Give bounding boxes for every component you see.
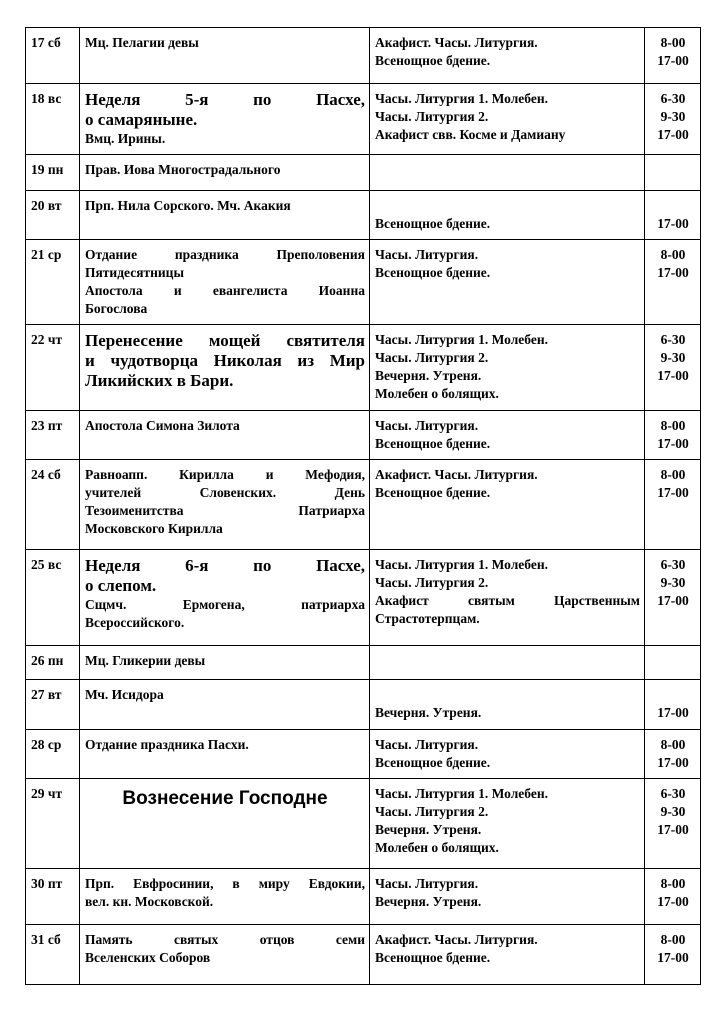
table-row bbox=[26, 84, 701, 155]
feast-line: Неделя 5-я по Пасхе, bbox=[85, 90, 365, 109]
service-line: Вечерня. Утреня. bbox=[375, 894, 482, 909]
date-cell: 31 сб bbox=[26, 925, 80, 985]
service-line: Акафист. Часы. Литургия. bbox=[375, 467, 538, 482]
services-cell bbox=[370, 155, 645, 191]
feast-line: Отдание праздника Пасхи. bbox=[85, 737, 249, 752]
feast-line: Прп. Евфросинии, в миру Евдокии, bbox=[85, 876, 365, 891]
service-line: Вечерня. Утреня. bbox=[375, 705, 482, 720]
services-cell bbox=[370, 240, 645, 325]
time-line: 6-30 bbox=[660, 557, 686, 572]
service-line: Акафист святым Царственным bbox=[375, 593, 640, 608]
time-line: 9-30 bbox=[660, 804, 686, 819]
service-line: Часы. Литургия 2. bbox=[375, 109, 489, 124]
date-cell: 22 чт bbox=[26, 325, 80, 411]
feast-line: Вмц. Ирины. bbox=[85, 131, 166, 146]
feast-line: Неделя 6-я по Пасхе, bbox=[85, 556, 365, 575]
feast-line: Московского Кирилла bbox=[85, 521, 223, 536]
feast-cell bbox=[80, 550, 370, 646]
feast-cell bbox=[80, 240, 370, 325]
time-line: 17-00 bbox=[657, 436, 689, 451]
time-line: 17-00 bbox=[657, 950, 689, 965]
table-row bbox=[26, 646, 701, 680]
feast-cell bbox=[80, 460, 370, 550]
time-line: 17-00 bbox=[657, 53, 689, 68]
feast-line: Сщмч. Ермогена, патриарха bbox=[85, 597, 365, 612]
time-line: 17-00 bbox=[657, 485, 689, 500]
services-cell bbox=[370, 550, 645, 646]
feast-cell bbox=[80, 28, 370, 84]
service-line: Часы. Литургия. bbox=[375, 876, 479, 891]
feast-line: Мч. Исидора bbox=[85, 687, 164, 702]
time-line: 17-00 bbox=[657, 593, 689, 608]
service-line: Часы. Литургия 1. Молебен. bbox=[375, 786, 548, 801]
feast-line: Ликийских в Бари. bbox=[85, 371, 234, 390]
time-cell bbox=[645, 325, 701, 411]
service-line: Акафист. Часы. Литургия. bbox=[375, 932, 538, 947]
feast-line: Память святых отцов семи bbox=[85, 932, 365, 947]
service-line: Всенощное бдение. bbox=[375, 53, 491, 68]
service-line: Часы. Литургия 2. bbox=[375, 804, 489, 819]
feast-line: Вселенских Соборов bbox=[85, 950, 211, 965]
time-cell bbox=[645, 28, 701, 84]
service-line: Вечерня. Утреня. bbox=[375, 822, 482, 837]
table-row bbox=[26, 411, 701, 460]
feast-line: Богослова bbox=[85, 301, 148, 316]
feast-line: Мц. Гликерии девы bbox=[85, 653, 206, 668]
date-cell: 24 сб bbox=[26, 460, 80, 550]
service-line: Всенощное бдение. bbox=[375, 950, 491, 965]
service-line: Молебен о болящих. bbox=[375, 840, 499, 855]
services-cell bbox=[370, 460, 645, 550]
table-row bbox=[26, 191, 701, 240]
feast-cell bbox=[80, 730, 370, 779]
date-cell: 25 вс bbox=[26, 550, 80, 646]
service-line: Акафист свв. Косме и Дамиану bbox=[375, 127, 566, 142]
date-cell: 19 пн bbox=[26, 155, 80, 191]
service-line: Страстотерпцам. bbox=[375, 611, 480, 626]
services-cell bbox=[370, 646, 645, 680]
service-line: Молебен о болящих. bbox=[375, 386, 499, 401]
services-cell bbox=[370, 925, 645, 985]
time-line: 9-30 bbox=[660, 350, 686, 365]
feast-cell bbox=[80, 779, 370, 869]
time-line: 6-30 bbox=[660, 91, 686, 106]
time-line: 6-30 bbox=[660, 786, 686, 801]
service-line: Всенощное бдение. bbox=[375, 216, 491, 231]
service-line: Всенощное бдение. bbox=[375, 755, 491, 770]
time-cell bbox=[645, 646, 701, 680]
service-line: Часы. Литургия. bbox=[375, 737, 479, 752]
time-cell bbox=[645, 869, 701, 925]
feast-line: Прав. Иова Многострадального bbox=[85, 162, 281, 177]
feast-line: Апостола Симона Зилота bbox=[85, 418, 240, 433]
services-cell bbox=[370, 680, 645, 730]
time-line: 8-00 bbox=[660, 418, 686, 433]
time-cell bbox=[645, 460, 701, 550]
table-row bbox=[26, 869, 701, 925]
service-line: Часы. Литургия 1. Молебен. bbox=[375, 557, 548, 572]
time-cell bbox=[645, 411, 701, 460]
table-row bbox=[26, 779, 701, 869]
time-cell bbox=[645, 779, 701, 869]
table-row bbox=[26, 680, 701, 730]
service-line: Акафист. Часы. Литургия. bbox=[375, 35, 538, 50]
feast-line: Всероссийского. bbox=[85, 615, 185, 630]
feast-cell bbox=[80, 925, 370, 985]
feast-cell bbox=[80, 84, 370, 155]
time-line: 8-00 bbox=[660, 932, 686, 947]
feast-line: о самаряныне. bbox=[85, 110, 198, 129]
date-cell: 20 вт bbox=[26, 191, 80, 240]
table-row bbox=[26, 155, 701, 191]
feast-line: Прп. Нила Сорского. Мч. Акакия bbox=[85, 198, 291, 213]
services-cell bbox=[370, 191, 645, 240]
feast-line: и чудотворца Николая из Мир bbox=[85, 351, 365, 370]
time-line: 17-00 bbox=[657, 894, 689, 909]
date-cell: 30 пт bbox=[26, 869, 80, 925]
service-line: Всенощное бдение. bbox=[375, 265, 491, 280]
service-line: Часы. Литургия 1. Молебен. bbox=[375, 91, 548, 106]
feast-title: Вознесение Господне bbox=[122, 788, 328, 809]
date-cell: 27 вт bbox=[26, 680, 80, 730]
time-line: 17-00 bbox=[657, 368, 689, 383]
time-line: 8-00 bbox=[660, 247, 686, 262]
date-cell: 23 пт bbox=[26, 411, 80, 460]
service-line bbox=[375, 686, 640, 704]
feast-cell bbox=[80, 646, 370, 680]
feast-line: вел. кн. Московской. bbox=[85, 894, 214, 909]
date-cell: 29 чт bbox=[26, 779, 80, 869]
feast-cell bbox=[80, 869, 370, 925]
time-line: 8-00 bbox=[660, 876, 686, 891]
date-cell: 26 пн bbox=[26, 646, 80, 680]
time-line: 6-30 bbox=[660, 332, 686, 347]
time-cell bbox=[645, 155, 701, 191]
service-line: Часы. Литургия. bbox=[375, 247, 479, 262]
time-line: 17-00 bbox=[657, 216, 689, 231]
time-line: 9-30 bbox=[660, 575, 686, 590]
time-line: 17-00 bbox=[657, 822, 689, 837]
date-cell: 18 вс bbox=[26, 84, 80, 155]
service-line: Часы. Литургия 2. bbox=[375, 350, 489, 365]
feast-line: Мц. Пелагии девы bbox=[85, 35, 199, 50]
schedule-table bbox=[25, 27, 701, 985]
table-row bbox=[26, 28, 701, 84]
services-cell bbox=[370, 869, 645, 925]
feast-line: Отдание праздника Преполовения bbox=[85, 247, 365, 262]
time-line: 9-30 bbox=[660, 109, 686, 124]
time-cell bbox=[645, 730, 701, 779]
table-row bbox=[26, 550, 701, 646]
time-line: 17-00 bbox=[657, 265, 689, 280]
date-cell: 28 ср bbox=[26, 730, 80, 779]
time-line: 17-00 bbox=[657, 705, 689, 720]
service-line: Всенощное бдение. bbox=[375, 436, 491, 451]
time-line: 17-00 bbox=[657, 755, 689, 770]
feast-line: Тезоименитства Патриарха bbox=[85, 503, 365, 518]
feast-cell bbox=[80, 155, 370, 191]
service-line: Часы. Литургия 2. bbox=[375, 575, 489, 590]
feast-line: Апостола и евангелиста Иоанна bbox=[85, 283, 365, 298]
table-row bbox=[26, 240, 701, 325]
time-cell bbox=[645, 925, 701, 985]
feast-cell bbox=[80, 411, 370, 460]
time-cell bbox=[645, 191, 701, 240]
services-cell bbox=[370, 411, 645, 460]
feast-cell bbox=[80, 325, 370, 411]
time-line: 17-00 bbox=[657, 127, 689, 142]
time-cell bbox=[645, 680, 701, 730]
feast-line: Равноапп. Кирилла и Мефодия, bbox=[85, 467, 365, 482]
services-cell bbox=[370, 779, 645, 869]
services-cell bbox=[370, 730, 645, 779]
table-row bbox=[26, 730, 701, 779]
services-cell bbox=[370, 28, 645, 84]
feast-line: Перенесение мощей святителя bbox=[85, 331, 365, 350]
service-line: Часы. Литургия 1. Молебен. bbox=[375, 332, 548, 347]
service-line: Вечерня. Утреня. bbox=[375, 368, 482, 383]
time-line: 8-00 bbox=[660, 35, 686, 50]
table-row bbox=[26, 460, 701, 550]
date-cell: 21 ср bbox=[26, 240, 80, 325]
services-cell bbox=[370, 325, 645, 411]
service-line: Всенощное бдение. bbox=[375, 485, 491, 500]
table-row bbox=[26, 325, 701, 411]
services-cell bbox=[370, 84, 645, 155]
time-line bbox=[650, 686, 696, 704]
time-cell bbox=[645, 240, 701, 325]
service-line: Часы. Литургия. bbox=[375, 418, 479, 433]
feast-cell bbox=[80, 680, 370, 730]
service-line bbox=[375, 197, 640, 215]
time-cell bbox=[645, 550, 701, 646]
time-line: 8-00 bbox=[660, 467, 686, 482]
table-row bbox=[26, 925, 701, 985]
time-cell bbox=[645, 84, 701, 155]
feast-line: Пятидесятницы bbox=[85, 265, 185, 280]
feast-line: учителей Словенских. День bbox=[85, 485, 365, 500]
feast-line: о слепом. bbox=[85, 576, 157, 595]
feast-cell bbox=[80, 191, 370, 240]
time-line: 8-00 bbox=[660, 737, 686, 752]
time-line bbox=[650, 197, 696, 215]
date-cell: 17 сб bbox=[26, 28, 80, 84]
